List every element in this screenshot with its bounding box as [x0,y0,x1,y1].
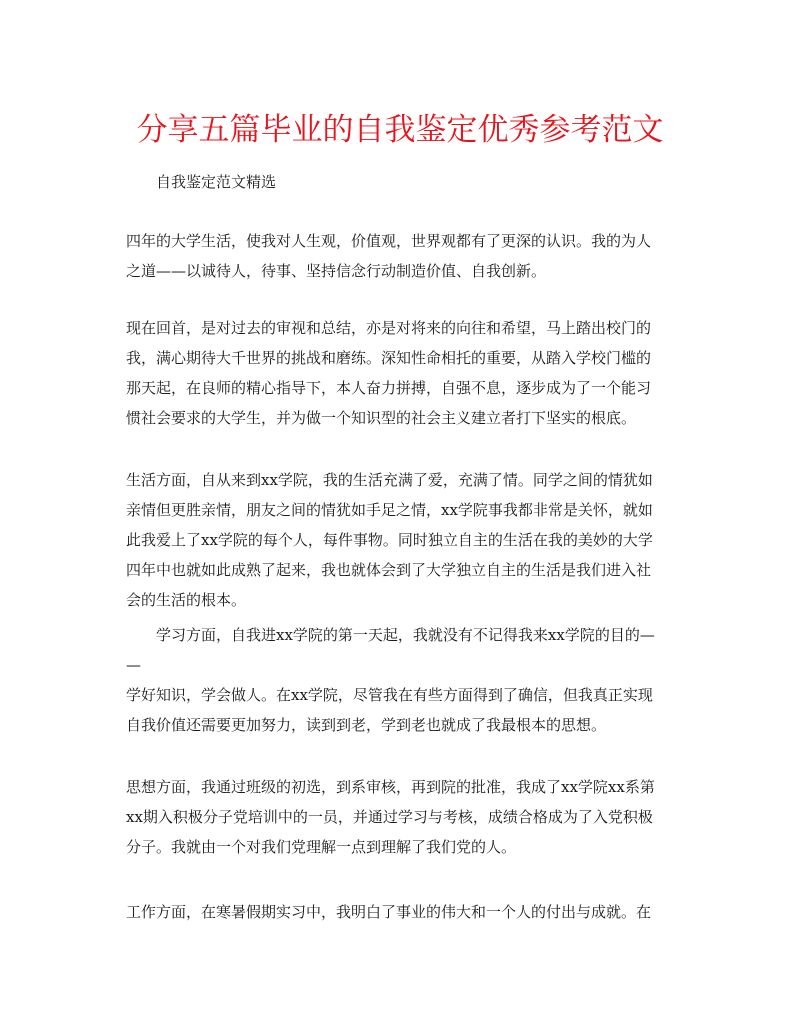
paragraph-study-continued [126,680,674,740]
paragraph-thought [126,772,674,862]
paragraph-line: 学好知识，学会做人。在xx学院，尽管我在有些方面得到了确信，但我真正实现 [126,686,653,704]
paragraph-line: — [126,656,141,674]
paragraph-line: 惯社会要求的大学生，并为做一个知识型的社会主义建立者打下坚实的根底。 [126,409,637,427]
paragraph-line: 思想方面，我通过班级的初选，到系审核，再到院的批准，我成了xx学院xx系第 [126,778,655,796]
paragraph-line: 此我爱上了xx学院的每个人，每件事物。同时独立自主的生活在我的美妙的大学 [126,531,653,549]
paragraph-work [126,897,674,927]
paragraph-line: 之道——以诚待人，待事、坚持信念行动制造价值、自我创新。 [126,262,547,280]
document-subtitle: 自我鉴定范文精选 [156,173,277,191]
paragraph-line: 自我价值还需要更加努力，读到到老，学到老也就成了我最根本的思想。 [126,716,607,734]
paragraph-line: 亲情但更胜亲情，朋友之间的情犹如手足之情，xx学院事我都非常是关怀，就如 [126,501,653,519]
paragraph-line: 四年中也就如此成熟了起来，我也就体会到了大学独立自主的生活是我们进入社 [126,561,652,579]
paragraph-line: 分子。我就由一个对我们党理解一点到理解了我们党的人。 [126,838,517,856]
document-title: 分享五篇毕业的自我鉴定优秀参考范文 [136,112,664,148]
paragraph-line: 四年的大学生活，使我对人生观，价值观，世界观都有了更深的认识。我的为人 [126,232,652,250]
paragraph-study [126,620,674,680]
paragraph-reflection [126,313,674,433]
paragraph-line: 那天起，在良师的精心指导下，本人奋力拼搏，自强不息，逐步成为了一个能习 [126,379,652,397]
paragraph-line: 我，满心期待大千世界的挑战和磨练。深知性命相托的重要，从踏入学校门槛的 [126,349,652,367]
paragraph-line: 学习方面，自我进xx学院的第一天起，我就没有不记得我来xx学院的目的— [156,626,655,644]
paragraph-life [126,465,674,615]
paragraph-line: 现在回首，是对过去的审视和总结，亦是对将来的向往和希望，马上踏出校门的 [126,319,652,337]
paragraph-line: 会的生活的根本。 [126,591,247,609]
paragraph-line: 生活方面，自从来到xx学院，我的生活充满了爱，充满了情。同学之间的情犹如 [126,471,653,489]
paragraph-worldview [126,226,674,286]
paragraph-line: 工作方面，在寒暑假期实习中，我明白了事业的伟大和一个人的付出与成就。在 [126,903,652,921]
paragraph-line: xx期入积极分子党培训中的一员，并通过学习与考核，成绩合格成为了入党积极 [126,808,653,826]
